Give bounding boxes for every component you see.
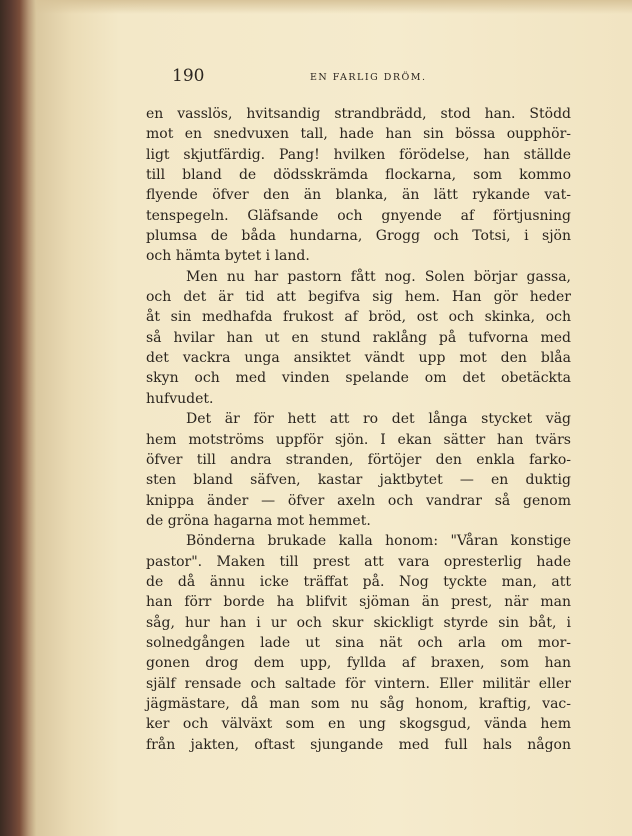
page-header — [172, 66, 572, 90]
text-line: öfver till andra stranden, förtöjer den enkla farko- — [146, 451, 571, 468]
text-line: ligt skjutfärdig. Pang! hvilken förödelse, han ställde — [146, 146, 571, 163]
text-line: knippa änder — öfver axeln och vandrar så genom — [146, 492, 571, 509]
text-line: såg, hur han i ur och skur skickligt styrde sin båt, i — [146, 614, 571, 631]
running-title: EN FARLIG DRÖM. — [310, 72, 427, 83]
text-line: pastor". Maken till prest att vara opresterlig hade — [146, 553, 571, 570]
text-line: Bönderna brukade kalla honom: "Våran konstige — [186, 533, 571, 550]
book-spine — [0, 0, 36, 836]
page-number: 190 — [172, 66, 205, 86]
text-line: de då ännu icke träffat på. Nog tyckte man, att — [146, 573, 571, 590]
text-line: Det är för hett att ro det långa stycket väg — [186, 411, 571, 428]
text-line: så hvilar han ut en stund raklång på tufvorna med — [146, 329, 571, 346]
text-line: det vackra unga ansiktet vändt upp mot den blåa — [146, 350, 571, 367]
text-line: Men nu har pastorn fått nog. Solen börjar gassa, — [186, 268, 571, 285]
text-line: plumsa de båda hundarna, Grogg och Totsi, i sjön — [146, 228, 571, 245]
text-line: från jakten, oftast sjungande med full hals någon — [146, 736, 571, 753]
text-line: gonen drog dem upp, fyllda af braxen, som han — [146, 655, 571, 672]
text-line: sten bland säfven, kastar jaktbytet — en duktig — [146, 472, 571, 489]
text-line: hufvudet. — [146, 390, 214, 407]
text-line: solnedgången lade ut sina nät och arla om mor- — [146, 634, 571, 651]
text-line: åt sin medhafda frukost af bröd, ost och skinka, och — [146, 309, 571, 326]
text-line: själf rensade och saltade för vintern. Eller militär eller — [146, 675, 571, 692]
text-line: jägmästare, då man som nu såg honom, kraftig, vac- — [146, 695, 571, 712]
text-line: tenspegeln. Gläfsande och gnyende af förtjusning — [146, 207, 571, 224]
body-text — [146, 104, 571, 755]
text-line: en vasslös, hvitsandig strandbrädd, stod han. Stödd — [146, 106, 571, 122]
text-line: flyende öfver den än blanka, än lätt rykande vat- — [146, 187, 571, 204]
text-line: hem motströms uppför sjön. I ekan sätter han tvärs — [146, 431, 571, 448]
text-line: och hämta bytet i land. — [146, 248, 310, 265]
page-edge-shadow — [36, 0, 632, 14]
text-line: till bland de dödsskrämda flockarna, som kommo — [146, 167, 571, 184]
text-line: de gröna hagarna mot hemmet. — [146, 512, 371, 529]
text-line: mot en snedvuxen tall, hade han sin bössa oupphör- — [146, 126, 571, 143]
text-line: och det är tid att begifva sig hem. Han gör heder — [146, 289, 571, 306]
text-line: ker och välväxt som en ung skogsgud, vända hem — [146, 716, 571, 733]
text-line: han förr borde ha blifvit sjöman än prest, när man — [146, 594, 571, 611]
text-line: skyn och med vinden spelande om det obetäckta — [146, 370, 571, 387]
